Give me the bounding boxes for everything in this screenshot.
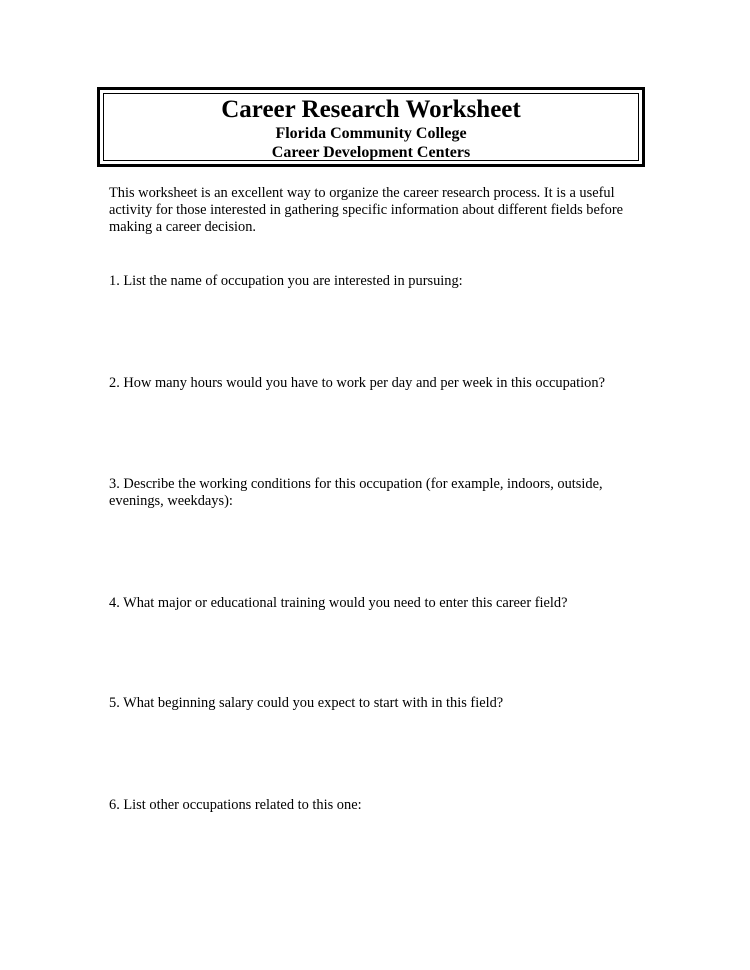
answer-space-5[interactable] xyxy=(109,717,639,777)
answer-space-3[interactable] xyxy=(109,515,639,575)
question-2: 2. How many hours would you have to work per day and per week in this occupation? xyxy=(109,375,605,391)
intro-paragraph: This worksheet is an excellent way to organize the career research process. It is a useful activity for those interested in gathering specific information about different fields before making a career decision. xyxy=(109,185,624,235)
title-box xyxy=(97,87,645,167)
question-5: 5. What beginning salary could you expect to start with in this field? xyxy=(109,695,504,711)
page-title: Career Research Worksheet xyxy=(221,96,521,123)
question-1: 1. List the name of occupation you are interested in pursuing: xyxy=(109,273,463,289)
question-3: 3. Describe the working conditions for this occupation (for example, indoors, outside, evenings, weekdays): xyxy=(109,476,603,509)
answer-space-4[interactable] xyxy=(109,617,639,677)
question-4: 4. What major or educational training would you need to enter this career field? xyxy=(109,595,568,611)
answer-space-2[interactable] xyxy=(109,397,639,457)
department-name: Career Development Centers xyxy=(271,144,471,161)
answer-space-6[interactable] xyxy=(109,819,639,879)
answer-space-1[interactable] xyxy=(109,295,639,355)
question-6: 6. List other occupations related to this one: xyxy=(109,797,362,813)
institution-name: Florida Community College xyxy=(275,125,467,142)
